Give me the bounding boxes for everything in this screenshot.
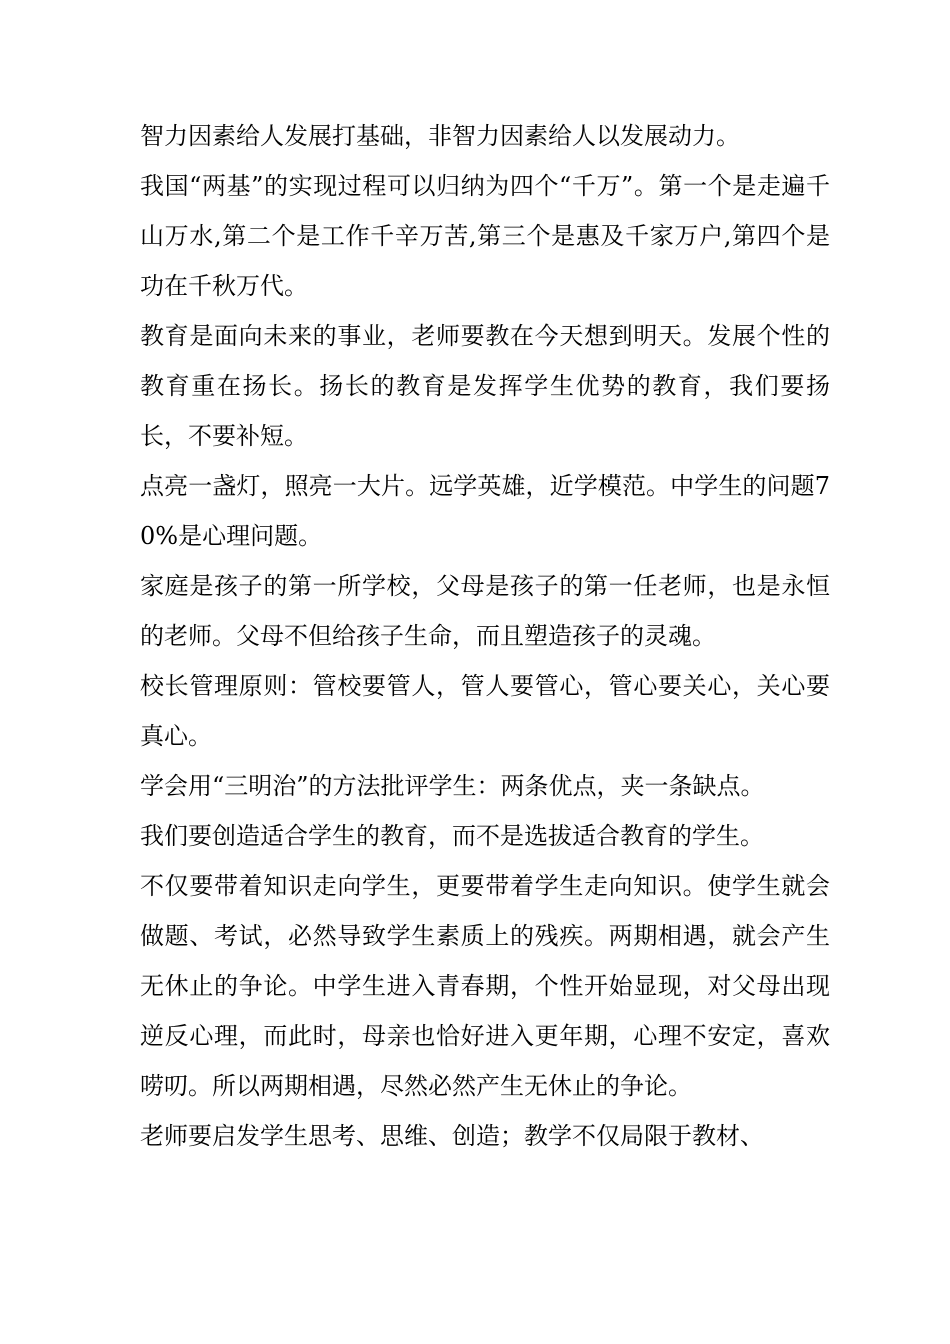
document-page: [140, 111, 830, 1161]
paragraph-family-school: 家庭是孩子的第一所学校，父母是孩子的第一任老师，也是永恒的老师。父母不但给孩子生命，而且塑造孩子的灵魂。: [140, 572, 830, 650]
paragraph-teacher-inspire: 老师要启发学生思考、思维、创造；教学不仅局限于教材、: [140, 1122, 764, 1150]
paragraph-sandwich-method: 学会用“三明治”的方法批评学生：两条优点，夹一条缺点。: [140, 772, 765, 800]
paragraph-suitable-education: 我们要创造适合学生的教育，而不是选拔适合教育的学生。: [140, 822, 764, 850]
paragraph-intelligence: 智力因素给人发展打基础，非智力因素给人以发展动力。: [140, 122, 740, 150]
paragraph-principal-rules: 校长管理原则：管校要管人，管人要管心，管心要关心，关心要真心。: [140, 672, 830, 750]
paragraph-liangji: 我国“两基”的实现过程可以归纳为四个“千万”。第一个是走遍千山万水,第二个是工作千辛万苦,第三个是惠及千家万户,第四个是功在千秋万代。: [140, 172, 830, 300]
paragraph-light-lamp: 点亮一盏灯，照亮一大片。远学英雄，近学模范。中学生的问题70%是心理问题。: [140, 472, 830, 550]
paragraph-knowledge-students: 不仅要带着知识走向学生，更要带着学生走向知识。使学生就会做题、考试，必然导致学生素质上的残疾。两期相遇，就会产生无休止的争论。中学生进入青春期，个性开始显现，对父母出现逆反心理，而此时，母亲也恰好进入更年期，心理不安定，喜欢唠叨。所以两期相遇，尽然必然产生无休止的争论。: [140, 872, 830, 1100]
paragraph-future-education: 教育是面向未来的事业，老师要教在今天想到明天。发展个性的教育重在扬长。扬长的教育是发挥学生优势的教育，我们要扬长，不要补短。: [140, 322, 830, 450]
